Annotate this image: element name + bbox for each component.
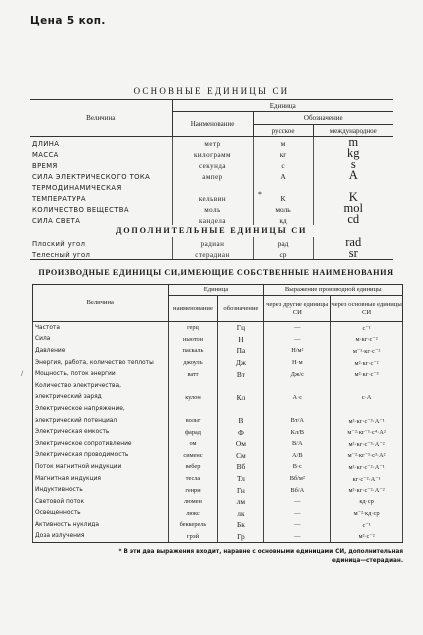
t2-quantity: Электрическая емкость xyxy=(33,426,169,438)
table-row xyxy=(33,426,403,438)
t2-via-other: — xyxy=(264,322,331,334)
t2-via-other: Дж/с xyxy=(264,368,331,380)
t1-russian: м xyxy=(253,137,313,149)
t2-designation: Тл xyxy=(218,473,264,485)
t1-international: A xyxy=(313,170,393,181)
t2-name xyxy=(168,380,218,392)
t2-quantity: Сила xyxy=(33,334,169,346)
t2-name: герц xyxy=(168,322,218,334)
t2-name: тесла xyxy=(168,473,218,485)
table-row xyxy=(33,531,403,543)
t1-russian: ср xyxy=(253,248,313,260)
t2-via-base xyxy=(331,380,403,392)
t2-via-other: А·с xyxy=(264,392,331,404)
t1-international: cd xyxy=(313,214,393,225)
t1-international: sr xyxy=(313,248,393,260)
t2-via-base: м⁻²·кд·ср xyxy=(331,508,403,520)
t2-via-other: В·с xyxy=(264,461,331,473)
t2-quantity: электрический потенциал xyxy=(33,415,169,427)
t1-quantity: МАССА xyxy=(32,151,59,159)
t2-designation: Дж xyxy=(218,357,264,369)
t2-designation: Н xyxy=(218,334,264,346)
t2-header-expression: Выражение производной единицы xyxy=(264,285,403,296)
t2-via-other: Вб/А xyxy=(264,484,331,496)
t2-quantity: Активность нуклида xyxy=(33,519,169,531)
t2-via-other: — xyxy=(264,496,331,508)
t1-international: mol xyxy=(313,203,393,214)
t1-quantity: ВРЕМЯ xyxy=(32,162,58,170)
t2-designation: Бк xyxy=(218,519,264,531)
t2-designation: лм xyxy=(218,496,264,508)
t2-designation: Гн xyxy=(218,484,264,496)
t2-via-base: с·А xyxy=(331,392,403,404)
t1-header-russian: русское xyxy=(253,125,313,137)
t2-name: ватт xyxy=(168,368,218,380)
t1-header-international: международное xyxy=(313,125,393,137)
t2-header-unit: Единица xyxy=(168,285,264,296)
t2-via-base: с⁻¹ xyxy=(331,322,403,334)
table-row xyxy=(33,368,403,380)
t2-header-via-base: через основные единицы СИ xyxy=(331,296,403,322)
table-row xyxy=(33,403,403,415)
t1-quantity: КОЛИЧЕСТВО ВЕЩЕСТВА xyxy=(32,205,129,214)
t2-via-base: м²·кг·с⁻²·А⁻² xyxy=(331,484,403,496)
t1-header-name: Наименование xyxy=(172,112,253,137)
table-row xyxy=(33,508,403,520)
t2-via-other: В/А xyxy=(264,438,331,450)
t2-via-other: Вб/м² xyxy=(264,473,331,485)
t1-name: кандела xyxy=(172,214,253,225)
t2-via-base: м²·с⁻² xyxy=(331,531,403,543)
t2-quantity: Количество электричества, xyxy=(33,380,169,392)
t2-designation: Гц xyxy=(218,322,264,334)
t2-name: люкс xyxy=(168,508,218,520)
t2-header-quantity: Величина xyxy=(33,285,169,322)
t2-via-base: м²·кг·с⁻³·А⁻¹ xyxy=(331,415,403,427)
t2-quantity: Индуктивность xyxy=(33,484,169,496)
t1-name: радиан xyxy=(172,237,253,248)
t2-via-other: Вт/А xyxy=(264,415,331,427)
table-row xyxy=(33,450,403,462)
footnote-line-1: * В эти два выражения входит, наравне с основными единицами СИ, дополнительная xyxy=(118,549,403,555)
t2-via-other: Н/м² xyxy=(264,345,331,357)
t2-name: сименс xyxy=(168,450,218,462)
t2-via-base: м²·кг·с⁻³·А⁻² xyxy=(331,438,403,450)
t1-russian: К xyxy=(253,192,313,203)
t1-name: моль xyxy=(172,203,253,214)
table-row xyxy=(33,461,403,473)
t1-name: секунда xyxy=(172,159,253,170)
t2-quantity: Освещенность xyxy=(33,508,169,520)
t2-name: фарад xyxy=(168,426,218,438)
t2-via-other xyxy=(264,403,331,415)
t2-via-base: кд·ср xyxy=(331,496,403,508)
t2-quantity: Магнитная индукция xyxy=(33,473,169,485)
t2-name: ньютон xyxy=(168,334,218,346)
t1-russian: кд xyxy=(253,214,313,225)
t2-name: джоуль xyxy=(168,357,218,369)
t1-name: метр xyxy=(172,137,253,149)
t2-name: паскаль xyxy=(168,345,218,357)
table-row xyxy=(33,334,403,346)
t1-international: kg xyxy=(313,148,393,159)
t2-name: люмен xyxy=(168,496,218,508)
t2-designation: лк xyxy=(218,508,264,520)
t2-via-base xyxy=(331,403,403,415)
t2-designation: Па xyxy=(218,345,264,357)
t2-via-other: — xyxy=(264,334,331,346)
table-row xyxy=(33,345,403,357)
t2-via-base: м⁻²·кг⁻¹·с³·А² xyxy=(331,450,403,462)
base-units-table xyxy=(30,99,393,260)
t2-quantity: Электрическое напряжение, xyxy=(33,403,169,415)
t2-designation: Вт xyxy=(218,368,264,380)
t2-via-base: м⁻²·кг⁻¹·с⁴·А² xyxy=(331,426,403,438)
t2-via-other: Н·м xyxy=(264,357,331,369)
t2-name: генри xyxy=(168,484,218,496)
t2-quantity: Энергия, работа, количество теплоты xyxy=(33,357,169,369)
t1-name: стерадиан xyxy=(172,248,253,260)
table-row xyxy=(33,392,403,404)
t1-quantity: Телесный угол xyxy=(30,248,172,260)
t1-international: K xyxy=(313,192,393,203)
t2-quantity: Частота xyxy=(33,322,169,334)
t1-name: кельвин xyxy=(172,192,253,203)
margin-marker: / xyxy=(21,369,24,378)
t2-quantity: Доза излучения xyxy=(33,531,169,543)
table-row xyxy=(33,496,403,508)
t1-international: rad xyxy=(313,237,393,248)
t1-russian: моль xyxy=(253,203,313,214)
t2-via-base: м²·кг·с⁻² xyxy=(331,357,403,369)
t2-designation xyxy=(218,403,264,415)
t2-designation: Ф xyxy=(218,426,264,438)
t1-russian: А xyxy=(253,170,313,181)
t2-designation: Ом xyxy=(218,438,264,450)
t1-header-unit: Единица xyxy=(172,100,393,112)
t1-header-designation: Обозначение xyxy=(253,112,393,125)
t2-quantity: Электрическая проводимость xyxy=(33,450,169,462)
derived-units-table xyxy=(32,284,403,543)
table-row xyxy=(33,380,403,392)
t2-via-base: м²·кг·с⁻³ xyxy=(331,368,403,380)
footnote-line-2: единица—стерадиан. xyxy=(331,558,403,564)
t2-designation: Вб xyxy=(218,461,264,473)
t2-body xyxy=(33,322,403,543)
t1-quantity: ТЕРМОДИНАМИЧЕСКАЯ xyxy=(32,183,122,192)
t1-quantity: СИЛА ЭЛЕКТРИЧЕСКОГО ТОКА xyxy=(32,173,151,181)
t2-name: грэй xyxy=(168,531,218,543)
footnote xyxy=(40,548,403,566)
t2-quantity: Электрическое сопротивление xyxy=(33,438,169,450)
table-row xyxy=(33,322,403,334)
table-row xyxy=(33,438,403,450)
table-row xyxy=(33,473,403,485)
t2-designation: Гр xyxy=(218,531,264,543)
t2-via-other: Кл/В xyxy=(264,426,331,438)
t1-international: m xyxy=(313,137,393,149)
t1-russian xyxy=(253,181,313,192)
t2-name: вебер xyxy=(168,461,218,473)
t2-header-name: наименование xyxy=(168,296,218,322)
price-label: Цена 5 коп. xyxy=(30,15,106,27)
t2-quantity: Давление xyxy=(33,345,169,357)
t2-quantity: электрический заряд xyxy=(33,392,169,404)
t2-via-base: с⁻¹ xyxy=(331,519,403,531)
table1-title: ОСНОВНЫЕ ЕДИНИЦЫ СИ xyxy=(133,86,290,96)
t1-name: килограмм xyxy=(172,148,253,159)
table2-title: ПРОИЗВОДНЫЕ ЕДИНИЦЫ СИ,ИМЕЮЩИЕ СОБСТВЕННЫЕ НАИМЕНОВАНИЯ xyxy=(38,268,394,277)
t1-quantity: Плоский угол xyxy=(32,239,86,248)
t1-name xyxy=(172,181,253,192)
t2-via-other: — xyxy=(264,531,331,543)
additional-units-title: ДОПОЛНИТЕЛЬНЫЕ ЕДИНИЦЫ СИ xyxy=(115,226,308,236)
t2-via-other: — xyxy=(264,508,331,520)
t2-quantity: Поток магнитной индукции xyxy=(33,461,169,473)
t2-via-other xyxy=(264,380,331,392)
t2-designation xyxy=(218,380,264,392)
t2-via-base: кг·с⁻²·А⁻¹ xyxy=(331,473,403,485)
t2-name: вольт xyxy=(168,415,218,427)
table-row xyxy=(33,415,403,427)
t2-via-base: м²·кг·с⁻²·А⁻¹ xyxy=(331,461,403,473)
t2-designation: Кл xyxy=(218,392,264,404)
t2-via-other: А/В xyxy=(264,450,331,462)
t2-name: беккерель xyxy=(168,519,218,531)
t2-via-other: — xyxy=(264,519,331,531)
t1-header-quantity: Величина xyxy=(30,100,172,137)
t1-name: ампер xyxy=(172,170,253,181)
t2-designation: См xyxy=(218,450,264,462)
t1-russian: рад xyxy=(253,237,313,248)
t2-designation: В xyxy=(218,415,264,427)
table-row xyxy=(33,357,403,369)
t2-via-base: м·кг·с⁻² xyxy=(331,334,403,346)
t1-russian: кг xyxy=(253,148,313,159)
t1-russian: с xyxy=(253,159,313,170)
table-row xyxy=(33,484,403,496)
table-row xyxy=(33,519,403,531)
t2-name: ом xyxy=(168,438,218,450)
t1-quantity: СИЛА СВЕТА xyxy=(32,216,81,225)
t2-header-via-other: через другие единицы СИ xyxy=(264,296,331,322)
t2-name xyxy=(168,403,218,415)
t1-international: s xyxy=(313,159,393,170)
margin-marker: * xyxy=(258,190,262,199)
t2-header-designation: обозначение xyxy=(218,296,264,322)
t2-name: кулон xyxy=(168,392,218,404)
t1-quantity: ТЕМПЕРАТУРА xyxy=(32,194,86,203)
t2-quantity: Световой поток xyxy=(33,496,169,508)
t2-via-base: м⁻¹·кг·с⁻² xyxy=(331,345,403,357)
t1-quantity: ДЛИНА xyxy=(32,140,60,148)
t2-quantity: Мощность, поток энергии xyxy=(33,368,169,380)
